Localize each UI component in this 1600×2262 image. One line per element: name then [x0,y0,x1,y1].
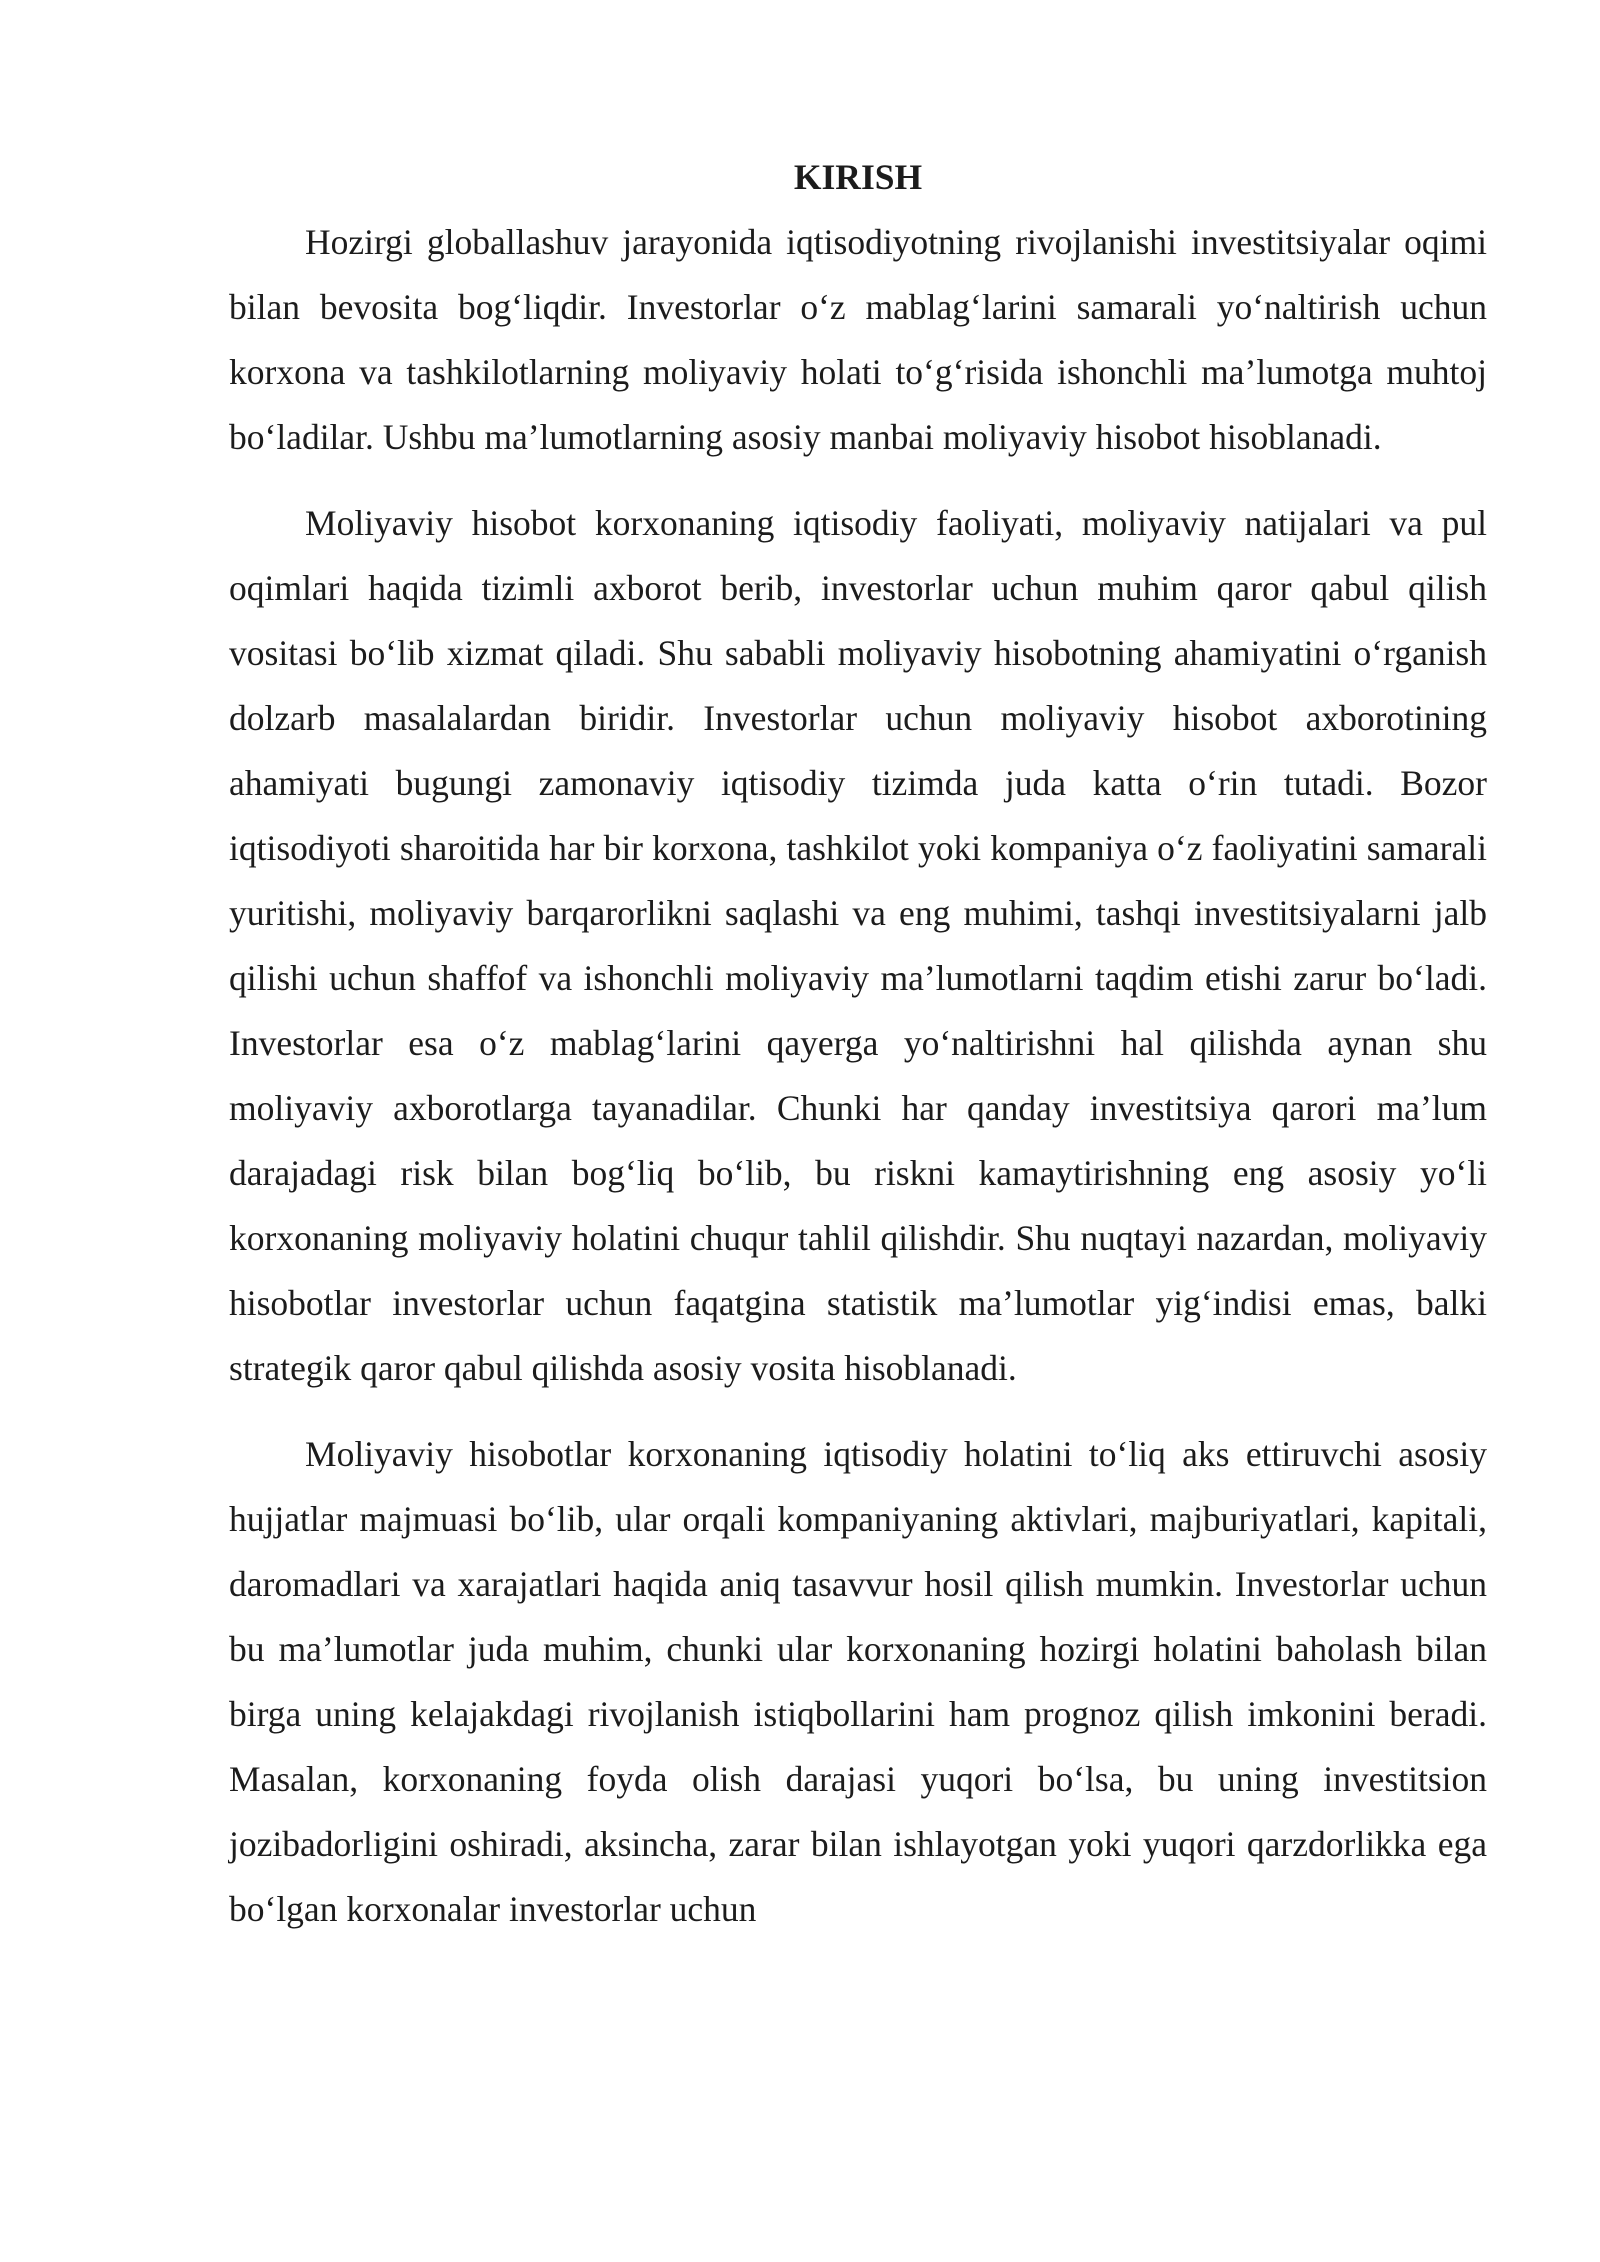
paragraph-1: Hozirgi globallashuv jarayonida iqtisodiyotning rivojlanishi investitsiyalar oqimi bilan bevosita bog‘liqdir. Investorlar o‘z mablag‘larini samarali yo‘naltirish uchun korxona va tashkilotlarning moliyaviy holati to‘g‘risida ishonchli ma’lumotga muhtoj bo‘ladilar. Ushbu ma’lumotlarning asosiy manbai moliyaviy hisobot hisoblanadi. [229,222,1487,457]
paragraph-3: Moliyaviy hisobotlar korxonaning iqtisodiy holatini to‘liq aks ettiruvchi asosiy hujjatlar majmuasi bo‘lib, ular orqali kompaniyaning aktivlari, majburiyatlari, kapitali, daromadlari va xarajatlari haqida aniq tasavvur hosil qilish mumkin. Investorlar uchun bu ma’lumotlar juda muhim, chunki ular korxonaning hozirgi holatini baholash bilan birga uning kelajakdagi rivojlanish istiqbollarini ham prognoz qilish imkonini beradi. Masalan, korxonaning foyda olish darajasi yuqori bo‘lsa, bu uning investitsion jozibadorligini oshiradi, aksincha, zarar bilan ishlayotgan yoki yuqori qarzdorlikka ega bo‘lgan korxonalar investorlar uchun [229,1434,1487,1929]
paragraph-2: Moliyaviy hisobot korxonaning iqtisodiy faoliyati, moliyaviy natijalari va pul oqimlari haqida tizimli axborot berib, investorlar uchun muhim qaror qabul qilish vositasi bo‘lib xizmat qiladi. Shu sababli moliyaviy hisobotning ahamiyatini o‘rganish dolzarb masalalardan biridir. Investorlar uchun moliyaviy hisobot axborotining ahamiyati bugungi zamonaviy iqtisodiy tizimda juda katta o‘rin tutadi. Bozor iqtisodiyoti sharoitida har bir korxona, tashkilot yoki kompaniya o‘z faoliyatini samarali yuritishi, moliyaviy barqarorlikni saqlashi va eng muhimi, tashqi investitsiyalarni jalb qilishi uchun shaffof va ishonchli moliyaviy ma’lumotlarni taqdim etishi zarur bo‘ladi. Investorlar esa o‘z mablag‘larini qayerga yo‘naltirishni hal qilishda aynan shu moliyaviy axborotlarga tayanadilar. Chunki har qanday investitsiya qarori ma’lum darajadagi risk bilan bog‘liq bo‘lib, bu riskni kamaytirishning eng asosiy yo‘li korxonaning moliyaviy holatini chuqur tahlil qilishdir. Shu nuqtayi nazardan, moliyaviy hisobotlar investorlar uchun faqatgina statistik ma’lumotlar yig‘indisi emas, balki strategik qaror qabul qilishda asosiy vosita hisoblanadi. [229,503,1487,1388]
document-body [229,145,1487,1942]
page-title: KIRISH [793,157,923,197]
